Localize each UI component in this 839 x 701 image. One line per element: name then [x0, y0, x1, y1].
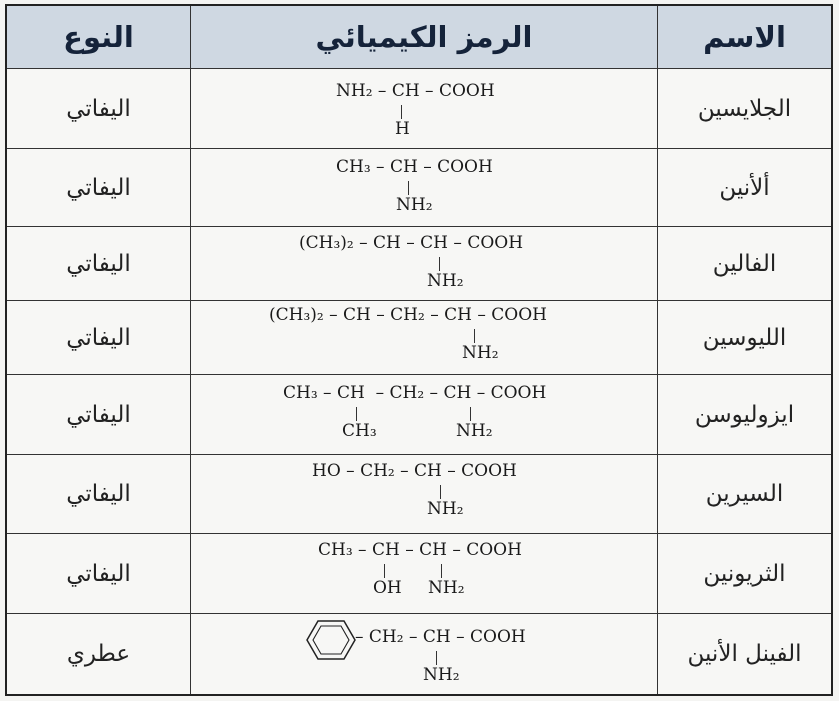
type-cell — [7, 227, 190, 300]
bond-line — [408, 181, 409, 195]
name-cell — [657, 69, 831, 148]
bond-line — [470, 407, 471, 421]
amino-acid-name: الفالين — [712, 250, 777, 277]
formula-branch: NH₂ — [456, 421, 493, 441]
formula-branch: NH₂ — [396, 195, 433, 215]
header-type-cell — [7, 6, 190, 68]
amino-acid-name: ألأنين — [719, 174, 770, 201]
formula-cell — [190, 614, 657, 694]
formula-branch: CH₃ — [342, 421, 377, 441]
amino-acid-table — [5, 4, 833, 696]
formula-cell — [190, 301, 657, 374]
formula-branch: NH₂ — [427, 499, 464, 519]
amino-acid-type: عطري — [66, 641, 131, 667]
formula-main: (CH₃)₂ – CH – CH₂ – CH – COOH — [269, 305, 547, 325]
amino-acid-name: الليوسين — [702, 324, 787, 351]
formula-cell — [190, 69, 657, 148]
formula-branch: NH₂ — [462, 343, 499, 363]
formula-branch: NH₂ — [428, 578, 465, 598]
bond-line — [474, 329, 475, 343]
formula-branch: H — [395, 119, 410, 139]
table-row — [7, 614, 831, 694]
table-header — [7, 6, 831, 69]
type-cell — [7, 69, 190, 148]
table-row — [7, 149, 831, 227]
formula-cell — [190, 455, 657, 533]
amino-acid-name: السيرين — [705, 481, 784, 507]
header-name-cell — [657, 6, 831, 68]
amino-acid-name: ايزوليوسن — [694, 401, 795, 428]
formula-main: CH₃ – CH – COOH — [336, 157, 493, 177]
amino-acid-type: اليفاتي — [66, 250, 131, 277]
formula-branch: OH — [373, 578, 402, 598]
header-type: النوع — [63, 20, 134, 54]
name-cell — [657, 149, 831, 226]
type-cell — [7, 149, 190, 226]
amino-acid-type: اليفاتي — [66, 95, 131, 122]
bond-line — [439, 257, 440, 271]
header-formula: الرمز الكيميائي — [315, 20, 533, 54]
bond-line — [356, 407, 357, 421]
table-row — [7, 455, 831, 534]
table-row — [7, 375, 831, 455]
formula-main: CH₃ – CH – CH₂ – CH – COOH — [283, 383, 547, 403]
bond-line — [384, 564, 385, 578]
formula-main: CH₃ – CH – CH – COOH — [318, 540, 522, 560]
name-cell — [657, 534, 831, 613]
name-cell — [657, 455, 831, 533]
amino-acid-type: اليفاتي — [66, 560, 131, 587]
formula-main: NH₂ – CH – COOH — [336, 81, 495, 101]
formula-cell — [190, 534, 657, 613]
benzene-ring-icon — [305, 618, 357, 662]
name-cell — [657, 227, 831, 300]
type-cell — [7, 301, 190, 374]
header-formula-cell — [190, 6, 657, 68]
amino-acid-name: الثريونين — [703, 560, 786, 587]
formula-cell — [190, 375, 657, 454]
name-cell — [657, 301, 831, 374]
amino-acid-type: اليفاتي — [66, 174, 131, 201]
amino-acid-name: الفينل الأنين — [687, 641, 802, 667]
table-row — [7, 301, 831, 375]
amino-acid-type: اليفاتي — [66, 324, 131, 351]
bond-line — [440, 485, 441, 499]
amino-acid-type: اليفاتي — [66, 481, 131, 507]
type-cell — [7, 614, 190, 694]
formula-branch: NH₂ — [423, 665, 460, 685]
bond-line — [401, 105, 402, 119]
name-cell — [657, 614, 831, 694]
table-row — [7, 227, 831, 301]
formula-main: (CH₃)₂ – CH – CH – COOH — [299, 233, 524, 253]
amino-acid-name: الجلايسين — [697, 95, 792, 122]
formula-main: – CH₂ – CH – COOH — [355, 627, 526, 647]
formula-cell — [190, 149, 657, 226]
type-cell — [7, 375, 190, 454]
type-cell — [7, 534, 190, 613]
formula-cell — [190, 227, 657, 300]
bond-line — [441, 564, 442, 578]
header-name: الاسم — [703, 20, 786, 54]
name-cell — [657, 375, 831, 454]
amino-acid-type: اليفاتي — [66, 401, 131, 428]
type-cell — [7, 455, 190, 533]
table-row — [7, 534, 831, 614]
bond-line — [436, 651, 437, 665]
formula-branch: NH₂ — [427, 271, 464, 291]
table-row — [7, 69, 831, 149]
formula-main: HO – CH₂ – CH – COOH — [312, 461, 517, 481]
